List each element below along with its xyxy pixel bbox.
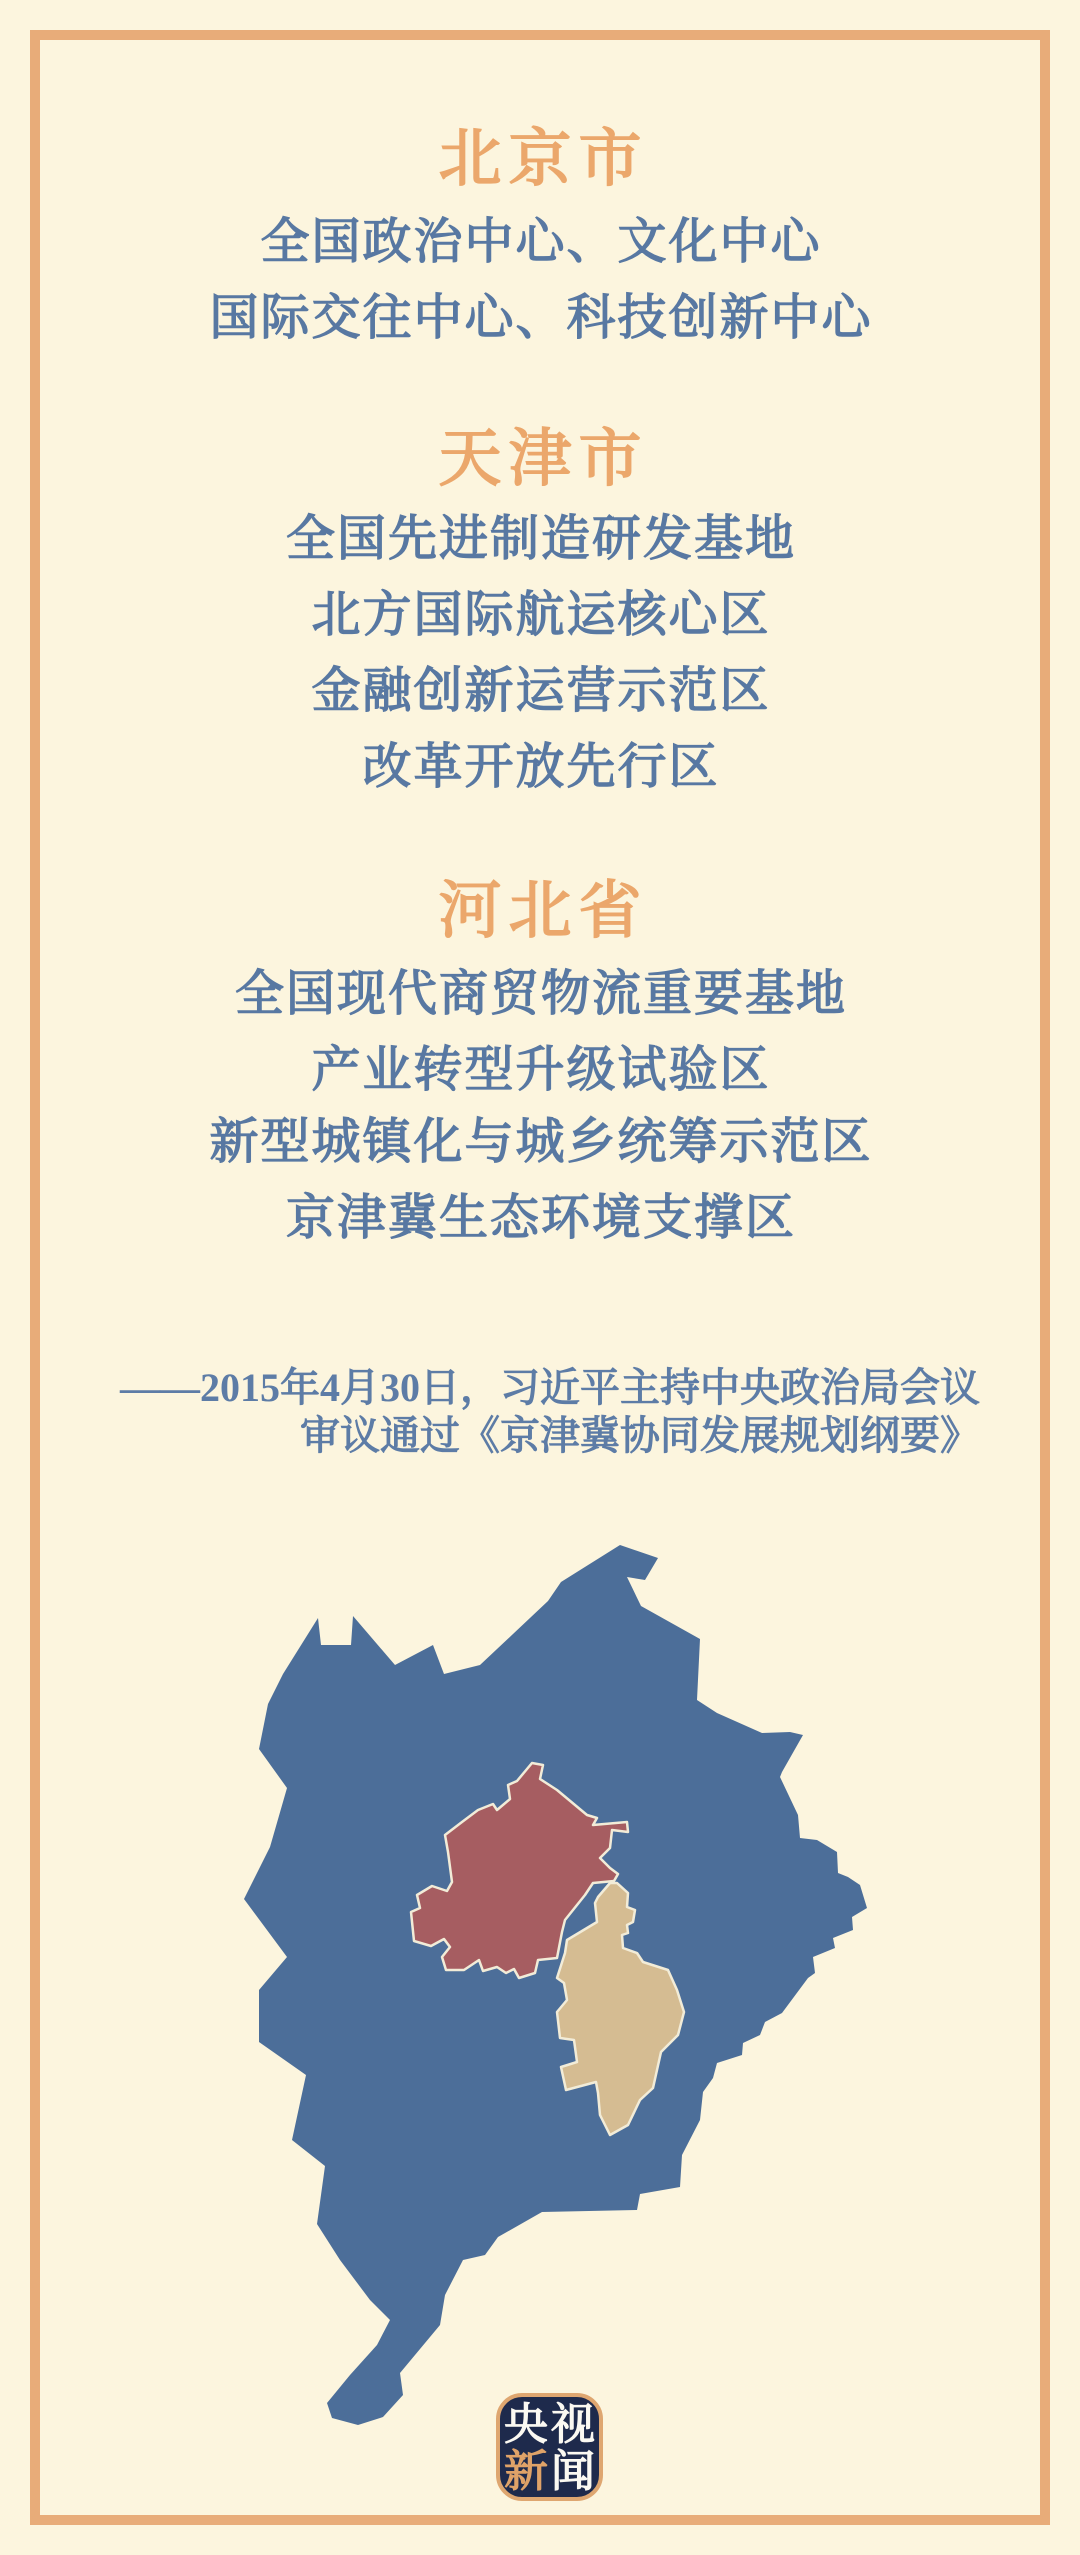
quote-line-2: 审议通过《京津冀协同发展规划纲要》 bbox=[300, 1413, 980, 1458]
section-line: 国际交往中心、科技创新中心 bbox=[209, 291, 873, 345]
section-line: 新型城镇化与城乡统筹示范区 bbox=[209, 1115, 873, 1169]
cctv-news-logo-characters bbox=[503, 2401, 596, 2494]
logo-char: 新 bbox=[504, 2446, 548, 2496]
cctv-news-logo bbox=[496, 2393, 603, 2501]
section-title-hebei: 河北省 bbox=[438, 876, 649, 946]
section-line: 全国政治中心、文化中心 bbox=[260, 215, 822, 269]
section-title-beijing: 北京市 bbox=[438, 124, 649, 194]
section-line: 改革开放先行区 bbox=[362, 740, 720, 794]
section-line: 全国先进制造研发基地 bbox=[285, 512, 796, 566]
logo-char: 央 bbox=[504, 2399, 548, 2449]
logo-char: 视 bbox=[551, 2399, 595, 2449]
section-title-tianjin: 天津市 bbox=[438, 424, 649, 494]
section-line: 全国现代商贸物流重要基地 bbox=[234, 967, 847, 1021]
quote-line-1: ——2015年4月30日，习近平主持中央政治局会议 bbox=[120, 1365, 980, 1410]
section-line: 产业转型升级试验区 bbox=[311, 1043, 771, 1097]
logo-char: 闻 bbox=[551, 2446, 595, 2496]
section-line: 京津冀生态环境支撑区 bbox=[285, 1191, 796, 1245]
map-region-hebei bbox=[244, 1545, 867, 2425]
section-line: 金融创新运营示范区 bbox=[311, 664, 771, 718]
quote-attribution bbox=[100, 1364, 980, 1460]
section-line: 北方国际航运核心区 bbox=[311, 588, 771, 642]
